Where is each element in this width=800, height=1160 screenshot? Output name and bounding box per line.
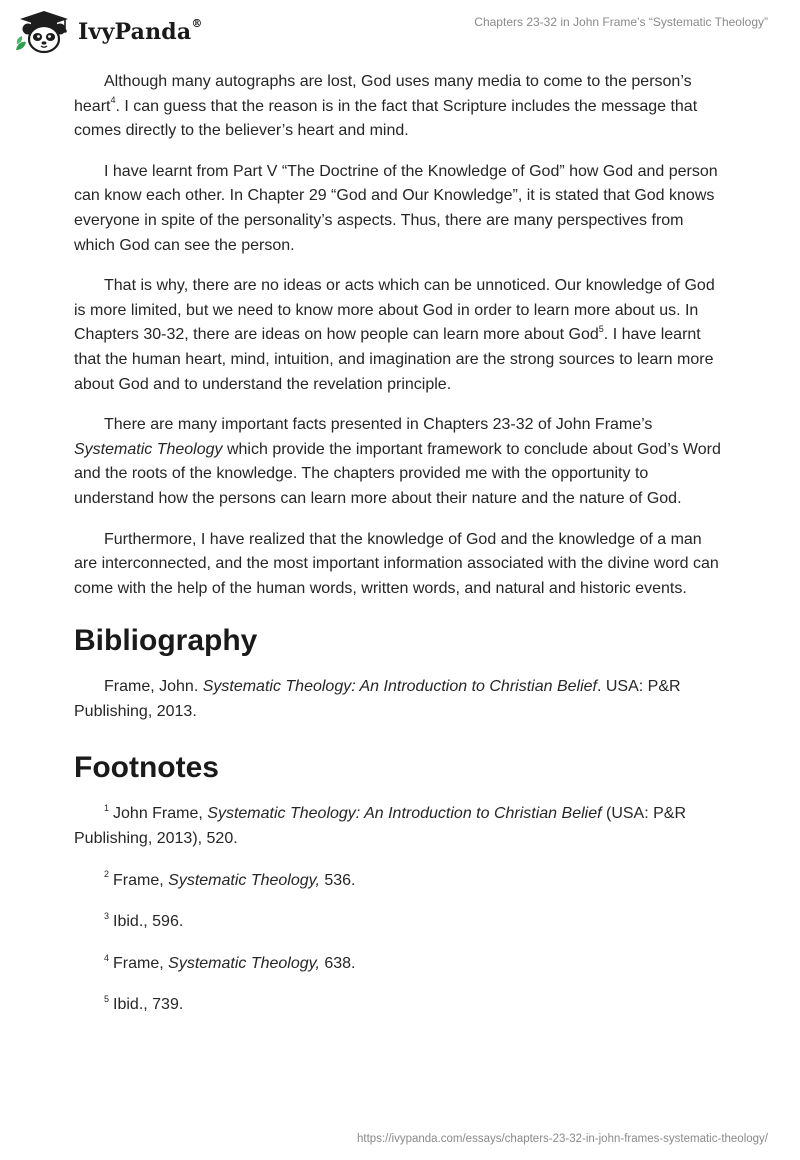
paragraph-1: Although many autographs are lost, God uses many media to come to the person’s heart$^4$. I can guess that the reason is in the fact that Scripture includes the message that comes directly to the believer’s heart and mind. [74, 73, 698, 140]
bibliography-entry: Frame, John. Systematic Theology: An Introduction to Christian Belief. USA: P&R Publishing, 2013. [74, 678, 681, 720]
paragraph-2: I have learnt from Part V “The Doctrine of the Knowledge of God” how God and person can know each other. In Chapter 29 “God and Our Knowledge”, it is stated that God knows everyone in spite of the personality’s aspects. Thus, there are many perspectives from which God can see the person. [74, 162, 718, 254]
paragraph-3: That is why, there are no ideas or acts which can be unnoticed. Our knowledge of God is more limited, but we need to know more about God in order to learn more about us. In Chapters 30-32, there are ideas on how people can learn more about God$^5$. I have learnt that the human heart, mind, intuition, and imagination are the strong sources to learn more about God and to understand the revelation principle. [74, 277, 715, 393]
essay-content [74, 70, 724, 1035]
paragraph-4: There are many important facts presented in Chapters 23-32 of John Frame’s Systematic Theology which provide the important framework to conclude about God’s Word and the roots of the knowledge. The chapters provided me with the opportunity to understand how the persons can learn more about their nature and the nature of God. [74, 416, 721, 507]
registered-mark: ® [191, 17, 203, 30]
footnote-5: $^5$ Ibid., 739. [104, 994, 184, 1014]
bibliography-heading: Bibliography [74, 624, 258, 658]
footnote-3: $^3$ Ibid., 596. [104, 910, 184, 931]
footnote-1: $^1$ John Frame, Systematic Theology: An Introduction to Christian Belief (USA: P&R Publishing, 2013), 520. [74, 803, 687, 848]
paragraph-5: Furthermore, I have realized that the knowledge of God and the knowledge of a man are interconnected, and the most important information associated with the divine word can come with the help of the human words, written words, and natural and historic events. [74, 530, 719, 597]
footnote-ref-5[interactable]: 5 [598, 324, 604, 335]
footnote-ref-4[interactable]: 4 [110, 95, 116, 106]
ivypanda-logo[interactable] [14, 8, 203, 54]
footnotes-heading: Footnotes [74, 751, 219, 785]
document-title: Chapters 23-32 in John Frame’s “Systematic Theology” [474, 15, 768, 29]
brand-name: IvyPanda® [78, 17, 203, 45]
page-header [0, 0, 800, 62]
footnote-2: $^2$ Frame, Systematic Theology, 536. [104, 869, 356, 889]
source-url-link[interactable]: https://ivypanda.com/essays/chapters-23-32-in-john-frames-systematic-theology/ [357, 1133, 768, 1145]
footnote-4: $^4$ Frame, Systematic Theology, 638. [104, 952, 356, 972]
panda-graduate-logo-icon [14, 8, 74, 54]
